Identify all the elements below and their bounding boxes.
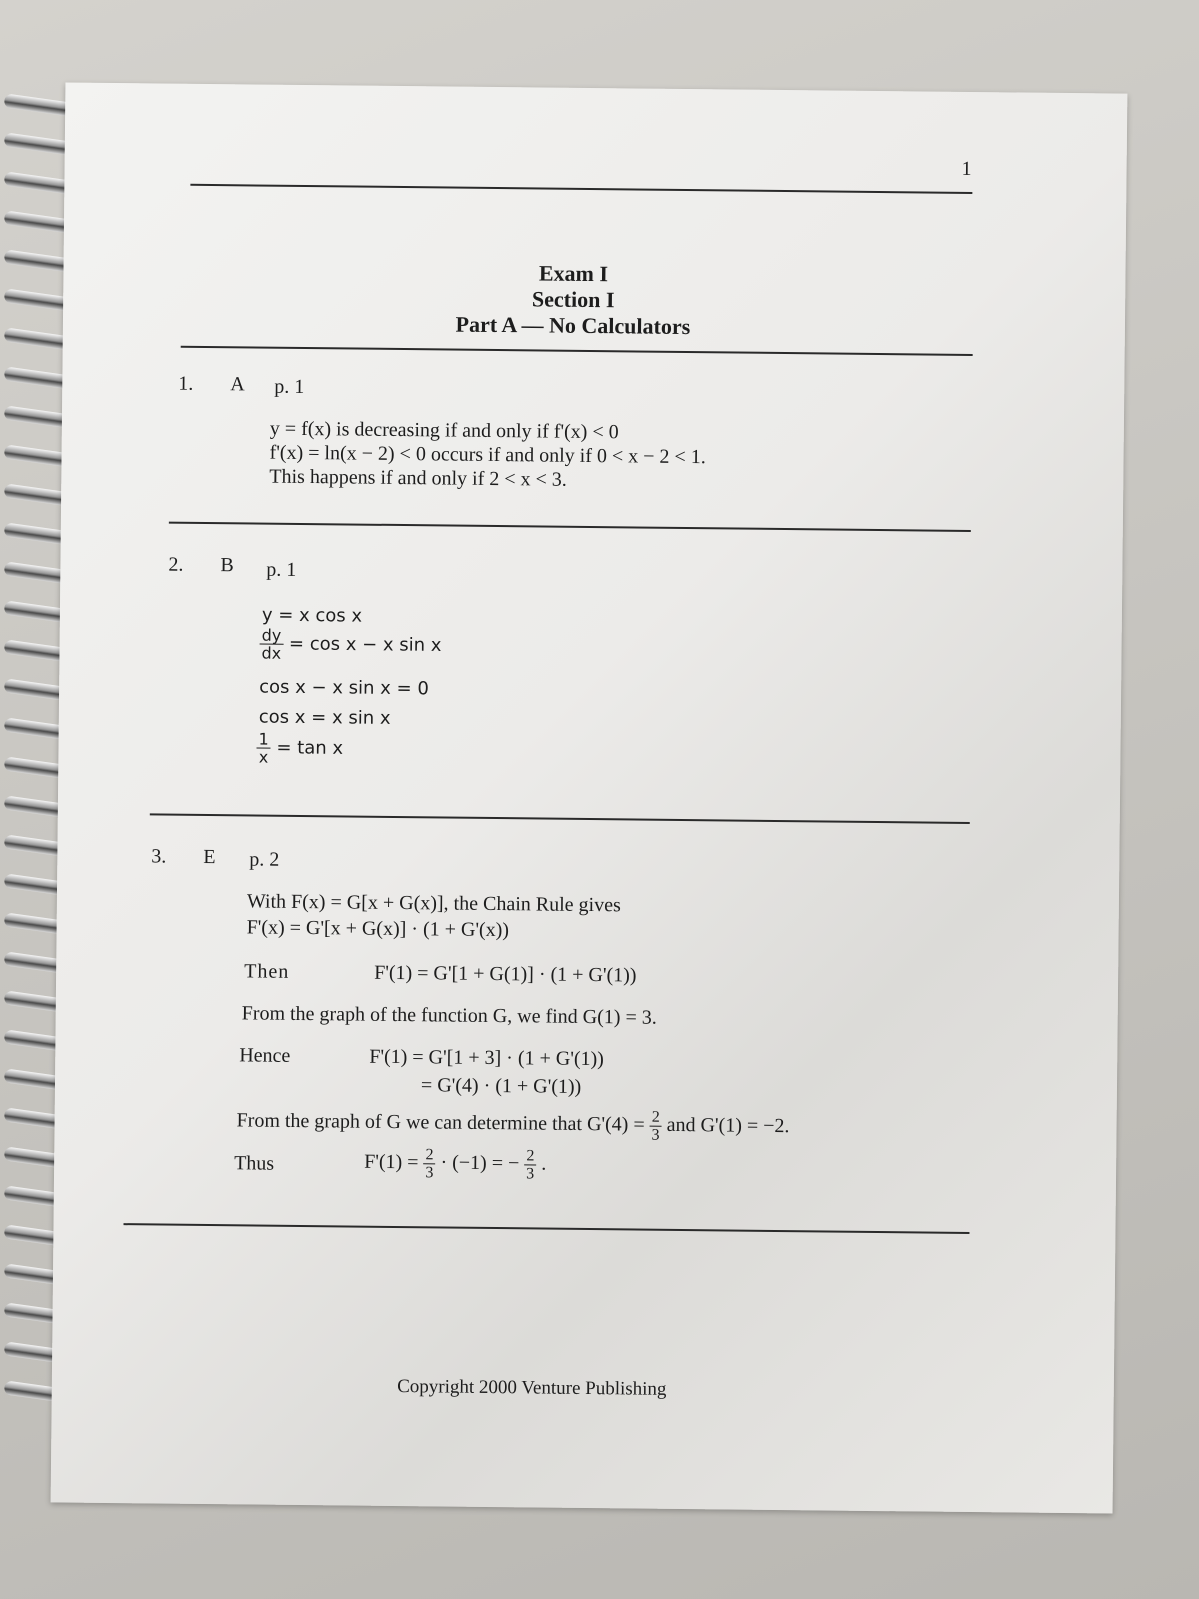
- divider-rule: [124, 1223, 970, 1233]
- hence-expression: F'(1) = G'[1 + 3] · (1 + G'(1)): [369, 1045, 604, 1071]
- thus-text: .: [541, 1152, 547, 1175]
- equation-line: y = x cos x: [261, 604, 363, 627]
- fraction-numerator: dy: [261, 625, 282, 645]
- equation-rhs: = cos x − x sin x: [288, 633, 442, 656]
- top-rule: [190, 184, 972, 194]
- problem-number: 1.: [178, 372, 194, 395]
- divider-rule: [150, 813, 970, 823]
- fraction-numerator: 1: [258, 729, 269, 749]
- part-title: Part A — No Calculators: [455, 311, 691, 340]
- answer-letter: E: [203, 845, 216, 869]
- thus-expression: [364, 1146, 547, 1183]
- dydx-fraction: [259, 627, 283, 662]
- equation-rhs: = tan x: [276, 737, 344, 759]
- determine-text: From the graph of G we can determine that G'(4) =: [236, 1109, 645, 1136]
- answer-letter: B: [220, 554, 234, 577]
- equation-line: cos x − x sin x = 0: [259, 676, 429, 700]
- solution-line: With F(x) = G[x + G(x)], the Chain Rule gives: [246, 890, 621, 917]
- equation-line: cos x = x sin x: [258, 706, 391, 729]
- page-title: Exam I: [538, 260, 609, 287]
- fraction-numerator: 2: [650, 1109, 662, 1127]
- page-reference: p. 2: [249, 848, 280, 871]
- page-reference: p. 1: [274, 375, 305, 398]
- solution-line: f'(x) = ln(x − 2) < 0 occurs if and only if 0 < x − 2 < 1.: [269, 441, 706, 469]
- hence-expression: = G'(4) · (1 + G'(1)): [420, 1074, 582, 1098]
- header-rule: [181, 346, 973, 356]
- solution-line: This happens if and only if 2 < x < 3.: [269, 465, 567, 491]
- two-thirds-fraction: [524, 1147, 536, 1182]
- two-thirds-fraction: [423, 1146, 435, 1181]
- section-title: Section I: [531, 286, 615, 313]
- reciprocal-fraction: [256, 731, 271, 766]
- then-expression: F'(1) = G'[1 + G(1)] · (1 + G'(1)): [374, 961, 637, 987]
- solution-line: y = f(x) is decreasing if and only if f'(x) < 0: [269, 417, 619, 444]
- thus-text: · (−1) = −: [440, 1151, 520, 1175]
- fraction-denominator: x: [258, 747, 269, 767]
- fraction-numerator: 2: [524, 1147, 536, 1165]
- fraction-denominator: 3: [526, 1165, 535, 1183]
- two-thirds-fraction: [649, 1109, 661, 1144]
- determine-text: and G'(1) = −2.: [666, 1113, 790, 1138]
- solution-line: From the graph of the function G, we find G(1) = 3.: [241, 1002, 657, 1029]
- copyright-footer: Copyright 2000 Venture Publishing: [397, 1376, 667, 1400]
- fraction-denominator: dx: [261, 643, 282, 663]
- problem-number: 2.: [168, 553, 184, 576]
- page-reference: p. 1: [266, 558, 297, 581]
- solution-line: F'(x) = G'[x + G(x)] · (1 + G'(x)): [246, 916, 510, 942]
- answer-letter: A: [230, 373, 245, 396]
- exam-page: [51, 82, 1128, 1513]
- page-number: 1: [961, 157, 972, 180]
- then-label: Then: [244, 960, 290, 983]
- hence-label: Hence: [239, 1044, 291, 1067]
- determine-line: [236, 1104, 789, 1145]
- thus-text: F'(1) =: [364, 1150, 419, 1174]
- fraction-denominator: 3: [425, 1164, 434, 1182]
- fraction-numerator: 2: [423, 1146, 435, 1164]
- divider-rule: [169, 522, 971, 532]
- derivative-equation: [259, 627, 441, 664]
- problem-number: 3.: [151, 845, 167, 868]
- fraction-denominator: 3: [651, 1126, 660, 1144]
- thus-label: Thus: [234, 1152, 275, 1175]
- reciprocal-equation: [256, 731, 343, 767]
